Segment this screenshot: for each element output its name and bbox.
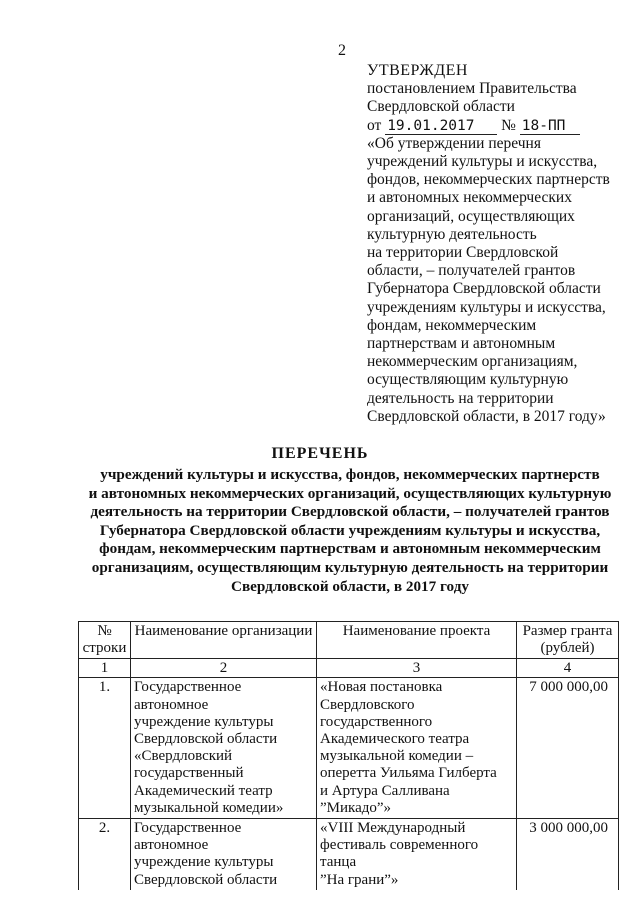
- table-header-row: [79, 622, 619, 659]
- approval-date: 19.01.2017: [385, 118, 497, 135]
- project-name: «VIII Международный фестиваль современного танца ”На грани”»: [317, 819, 517, 890]
- approval-line-2: Свердловской области: [367, 98, 515, 116]
- number-label: №: [501, 116, 516, 134]
- header-project: Наименование проекта: [317, 622, 517, 659]
- grant-amount: 7 000 000,00: [517, 678, 619, 819]
- row-number: 1.: [79, 678, 131, 819]
- column-number: 3: [317, 659, 517, 678]
- grant-amount: 3 000 000,00: [517, 819, 619, 890]
- from-label: от: [367, 116, 382, 134]
- approval-number: 18-ПП: [520, 118, 580, 135]
- approval-date-line: [367, 117, 637, 135]
- header-row-number: № строки: [79, 622, 131, 659]
- page-number: 2: [338, 42, 346, 59]
- organization-name: Государственное автономное учреждение культуры Свердловской области «Свердловский государственный Академический театр музыкальной комедии»: [131, 678, 317, 819]
- project-name: «Новая постановка Свердловского государственного Академического театра музыкальной комедии – оперетта Уильяма Гилберта и Артура Салливана ”Микадо”»: [317, 678, 517, 819]
- organization-name: Государственное автономное учреждение культуры Свердловской области: [131, 819, 317, 890]
- approval-stamp: [367, 62, 637, 426]
- column-number: 2: [131, 659, 317, 678]
- table-column-numbers-row: [79, 659, 619, 678]
- column-number: 1: [79, 659, 131, 678]
- header-grant-amount: Размер гранта (рублей): [517, 622, 619, 659]
- approval-description: «Об утверждении перечня учреждений культуры и искусства, фондов, некоммерческих партнерств и автономных некоммерческих организаций, осуществляющих культурную деятельность на территории Свердловской области, – получателей грантов Губернатора Свердловской области учреждениям культуры и искусства, фондам, некоммерческим партнерствам и автономным некоммерческим организациям, осуществляющим культурную деятельность на территории Свердловской области, в 2017 году»: [367, 134, 610, 425]
- header-organization: Наименование организации: [131, 622, 317, 659]
- approval-title: УТВЕРЖДЕН: [367, 62, 468, 79]
- column-number: 4: [517, 659, 619, 678]
- table-row: [79, 678, 619, 819]
- list-title: ПЕРЕЧЕНЬ: [271, 445, 369, 462]
- row-number: 2.: [79, 819, 131, 890]
- table-row: [79, 819, 619, 890]
- list-subtitle: учреждений культуры и искусства, фондов, некоммерческих партнерств и автономных некоммерческих организаций, осуществляющих культурную деятельность на территории Свердловской области, – получателей грантов Губернатора Свердловской области учреждениям культуры и искусства, фондам, некоммерческим партнерствам и автономным некоммерческим организациям, осуществляющим культурную деятельность на территории Свердловской области, в 2017 году: [88, 466, 612, 595]
- approval-line-1: постановлением Правительства: [367, 80, 577, 98]
- grants-table: [78, 621, 619, 890]
